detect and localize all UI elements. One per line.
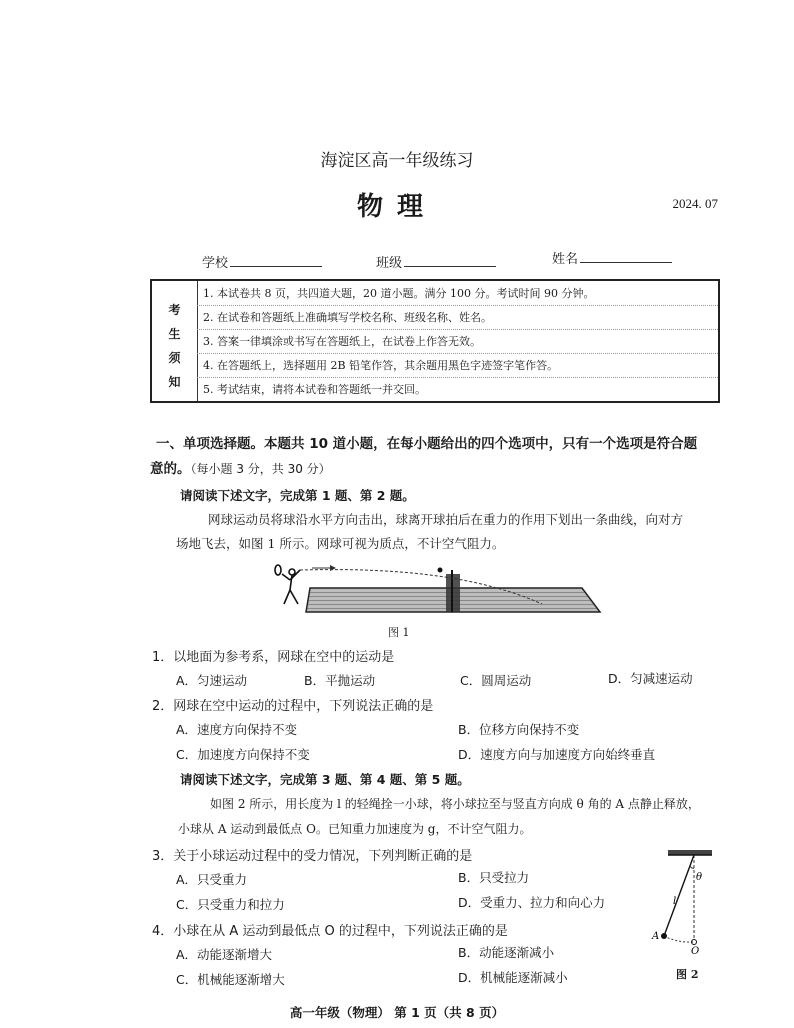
q2-option-d[interactable]: D．速度方向与加速度方向始终垂直 [458, 747, 656, 762]
q4-option-b[interactable]: B．动能逐渐减小 [458, 945, 555, 960]
notes-label-char: 生 [168, 327, 181, 341]
question-3-stem: 3．关于小球运动过程中的受力情况，下列判断正确的是 [152, 849, 473, 864]
q1-option-d[interactable]: D．匀减速运动 [608, 671, 693, 686]
q1-option-b[interactable]: B．平抛运动 [304, 673, 376, 688]
figure1-tennis-court [270, 560, 610, 620]
q2-option-c[interactable]: C．加速度方向保持不变 [176, 747, 310, 762]
tennis-player-icon [275, 565, 300, 604]
q2-option-b[interactable]: B．位移方向保持不变 [458, 722, 580, 737]
section1-heading-cont [150, 457, 331, 477]
notes-label-char: 考 [168, 303, 181, 317]
reading2-instruction: 请阅读下述文字，完成第 3 题、第 4 题、第 5 题。 [180, 772, 470, 787]
q3-option-c[interactable]: C．只受重力和拉力 [176, 897, 285, 912]
fig2-label-theta: θ [696, 872, 703, 883]
class-blank[interactable] [404, 252, 496, 267]
notes-item: 2. 在试卷和答题纸上准确填写学校名称、班级名称、姓名。 [203, 311, 492, 324]
school-field[interactable] [202, 252, 322, 271]
notes-item: 1. 本试卷共 8 页，共四道大题，20 道小题。满分 100 分。考试时间 90 分钟。 [203, 287, 595, 300]
question-2-stem: 2．网球在空中运动的过程中，下列说法正确的是 [152, 699, 434, 714]
question-4-stem: 4．小球在从 A 运动到最低点 O 的过程中，下列说法正确的是 [152, 924, 508, 939]
class-label: 班级 [376, 256, 403, 271]
q4-option-d[interactable]: D．机械能逐渐减小 [458, 970, 568, 985]
section1-scoring: （每小题 3 分，共 30 分） [190, 462, 331, 476]
notes-item: 3. 答案一律填涂或书写在答题纸上，在试卷上作答无效。 [203, 335, 481, 348]
q2-option-a[interactable]: A．速度方向保持不变 [176, 722, 298, 737]
section1-heading: 一、单项选择题。本题共 10 道小题，在每小题给出的四个选项中，只有一个选项是符合题 [156, 436, 698, 452]
name-field[interactable] [552, 248, 672, 267]
name-blank[interactable] [580, 248, 672, 263]
figure2-caption: 图 2 [676, 968, 699, 981]
figure1-caption: 图 1 [388, 626, 410, 639]
notes-item: 5. 考试结束，请将本试卷和答题纸一并交回。 [203, 383, 426, 396]
figure2-pendulum [646, 846, 726, 956]
q4-option-a[interactable]: A．动能逐渐增大 [176, 947, 273, 962]
notes-label-char: 须 [168, 351, 181, 365]
notes-item: 4. 在答题纸上，选择题用 2B 铅笔作答，其余题用黑色字迹签字笔作答。 [203, 359, 559, 372]
q1-option-c[interactable]: C．圆周运动 [460, 673, 532, 688]
fig2-label-length: l [673, 896, 677, 907]
section1-heading-end: 意的。 [150, 461, 191, 477]
notes-label [152, 281, 198, 401]
exam-title: 海淀区高一年级练习 [320, 151, 474, 171]
name-label: 姓名 [552, 252, 579, 267]
q3-option-b[interactable]: B．只受拉力 [458, 870, 530, 885]
page-footer: 高一年级（物理） 第 1 页（共 8 页） [289, 1005, 505, 1020]
reading2-line1: 如图 2 所示，用长度为 l 的轻绳拴一小球，将小球拉至与竖直方向成 θ 角的 A 点静止释放， [210, 797, 700, 811]
fig2-label-o: O [691, 946, 700, 956]
q4-option-c[interactable]: C．机械能逐渐增大 [176, 972, 285, 987]
exam-date: 2024. 07 [672, 196, 718, 211]
notes-label-char: 知 [168, 375, 181, 389]
exam-notes-box [150, 279, 720, 403]
reading2-line2: 小球从 A 运动到最低点 O。已知重力加速度为 g，不计空气阻力。 [178, 822, 532, 836]
reading1-line2: 场地飞去，如图 1 所示。网球可视为质点，不计空气阻力。 [176, 536, 505, 551]
class-field[interactable] [376, 252, 496, 271]
reading1-line1: 网球运动员将球沿水平方向击出，球离开球拍后在重力的作用下划出一条曲线，向对方 [208, 512, 684, 527]
reading1-instruction: 请阅读下述文字，完成第 1 题、第 2 题。 [180, 488, 415, 503]
q1-option-a[interactable]: A．匀速运动 [176, 673, 248, 688]
exam-subject: 物理 [356, 192, 437, 222]
question-1-stem: 1．以地面为参考系，网球在空中的运动是 [152, 650, 395, 665]
school-blank[interactable] [230, 252, 322, 267]
school-label: 学校 [202, 256, 229, 271]
q3-option-d[interactable]: D．受重力、拉力和向心力 [458, 895, 606, 910]
pendulum-ball-icon [661, 933, 667, 939]
fig2-label-a: A [652, 931, 660, 942]
q3-option-a[interactable]: A．只受重力 [176, 872, 248, 887]
